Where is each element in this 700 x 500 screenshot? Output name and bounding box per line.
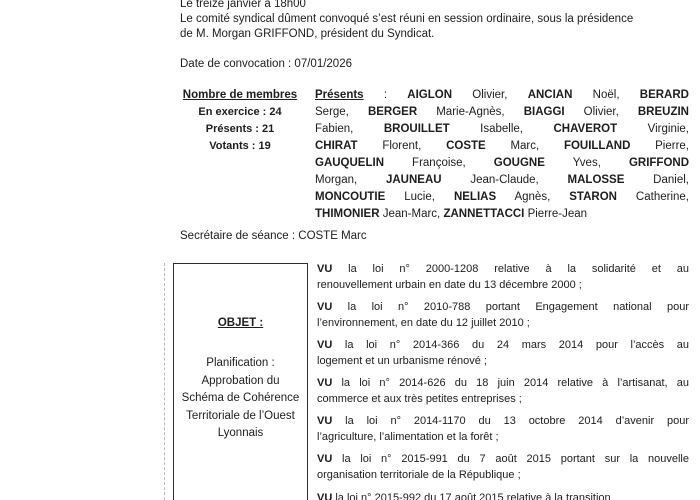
vu-paragraph	[317, 376, 689, 408]
vu-law-list	[317, 262, 689, 500]
vu-paragraph-line: VU la loi n° 2014-366 du 24 mars 2014 pour l’accès au	[317, 339, 689, 352]
vu-paragraph-line: VU la loi n° 2014-626 du 18 juin 2014 relative à l’artisanat, au	[317, 377, 689, 390]
vu-paragraph-line: l’agriculture, l’alimentation et la forêt ;	[317, 431, 499, 444]
vu-paragraph	[317, 338, 689, 370]
presents-line: Présents : AIGLON Olivier, ANCIAN Noël, BERARD	[315, 89, 689, 101]
vu-paragraph-line: VU la loi n° 2000-1208 relative à la solidarité et au	[317, 263, 689, 275]
membres-rows	[176, 104, 304, 155]
presents-line: MONCOUTIE Lucie, NELIAS Agnès, STARON Catherine,	[315, 191, 689, 203]
membres-block	[176, 87, 304, 155]
membres-row: Votants : 19	[209, 140, 271, 152]
vu-paragraph	[317, 452, 689, 484]
objet-subject-line: Approbation du	[201, 374, 280, 387]
scan-artifact-dashed-line	[164, 263, 165, 500]
membres-title: Nombre de membres	[182, 89, 298, 101]
objet-subject-line: Planification :	[206, 357, 275, 369]
convocation-date-line: Date de convocation : 07/01/2026	[180, 58, 352, 70]
objet-subject-line: Schéma de Cohérence	[181, 392, 300, 404]
objet-subject-line: Lyonnais	[217, 427, 264, 439]
vu-paragraph-line: logement et un urbanisme rénové ;	[317, 354, 487, 367]
objet-box	[173, 263, 308, 500]
vu-paragraph	[317, 262, 689, 294]
membres-row: En exercice : 24	[198, 106, 282, 118]
vu-paragraph-line: VU la loi n° 2014-1170 du 13 octobre 2014 d’avenir pour	[317, 415, 689, 428]
objet-subject-line: Territoriale de l’Ouest	[186, 409, 295, 422]
presents-line: Serge, BERGER Marie-Agnès, BIAGGI Olivier, BREUZIN	[315, 106, 689, 118]
intro-line: Le treize janvier à 18h00	[180, 0, 306, 10]
vu-paragraph	[317, 414, 689, 446]
intro-paragraph	[180, 0, 695, 42]
vu-paragraph	[317, 300, 689, 332]
presents-list	[315, 87, 689, 223]
vu-paragraph-line: commerce et aux très petites entreprises ;	[317, 393, 522, 406]
objet-subject	[174, 355, 307, 443]
presents-line: Morgan, JAUNEAU Jean-Claude, MALOSSE Daniel,	[315, 174, 689, 186]
vu-paragraph-line: VU la loi n° 2015-991 du 7 août 2015 portant sur la nouvelle	[317, 453, 689, 466]
presents-line: GAUQUELIN Françoise, GOUGNE Yves, GRIFFOND	[315, 157, 689, 169]
vu-paragraph-line: organisation territoriale de la République ;	[317, 469, 521, 482]
presents-line: CHIRAT Florent, COSTE Marc, FOUILLAND Pierre,	[315, 140, 689, 152]
vu-paragraph-line: l’environnement, en date du 12 juillet 2010 ;	[317, 316, 530, 329]
vu-paragraph	[317, 491, 689, 500]
intro-line: Le comité syndical dûment convoqué s’est réuni en session ordinaire, sous la présidence	[180, 13, 634, 25]
membres-row: Présents : 21	[205, 123, 275, 135]
presents-line: THIMONIER Jean-Marc, ZANNETTACCI Pierre-Jean	[315, 208, 588, 220]
intro-line: de M. Morgan GRIFFOND, président du Syndicat.	[180, 28, 435, 40]
secretaire-line: Secrétaire de séance : COSTE Marc	[180, 230, 367, 242]
vu-paragraph-line: VU la loi n° 2015-992 du 17 août 2015 relative à la transition	[317, 491, 611, 500]
vu-paragraph-line: renouvellement urbain en date du 13 décembre 2000 ;	[317, 278, 582, 291]
vu-paragraph-line: VU la loi n° 2010-788 portant Engagement national pour	[317, 301, 689, 314]
objet-title: OBJET :	[217, 317, 264, 329]
presents-line: Fabien, BROUILLET Isabelle, CHAVEROT Virginie,	[315, 123, 689, 135]
